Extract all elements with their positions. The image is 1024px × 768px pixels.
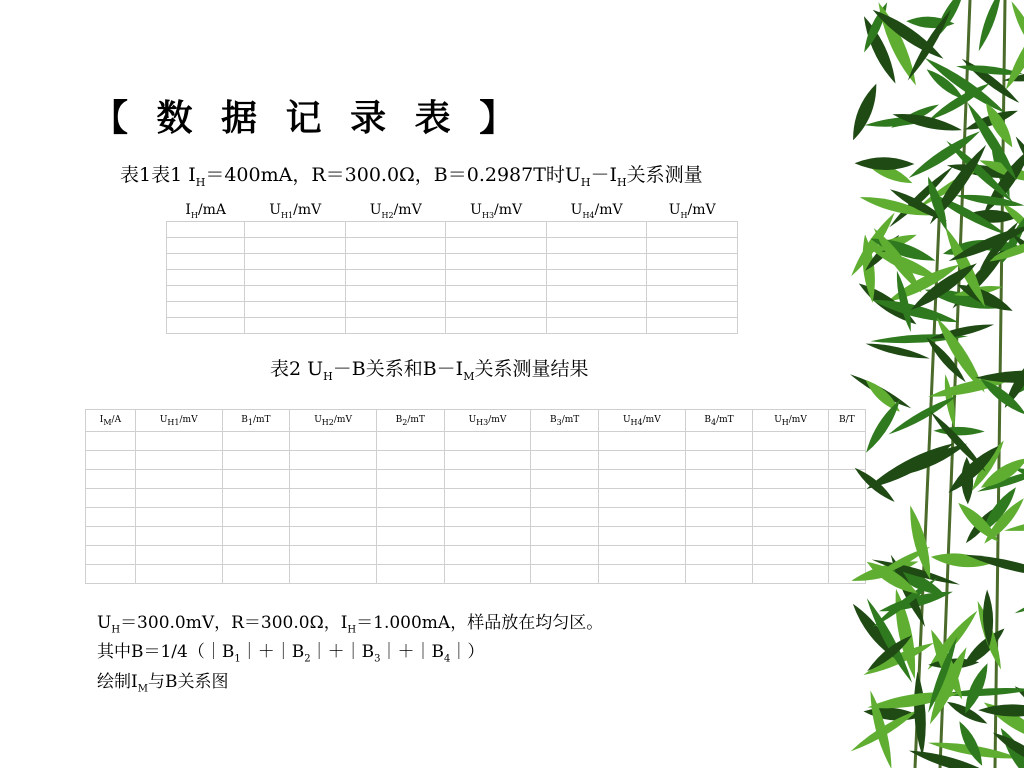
table-cell[interactable] [86, 470, 136, 489]
table-cell[interactable] [647, 254, 738, 270]
table-cell[interactable] [245, 270, 345, 286]
table-cell[interactable] [444, 489, 531, 508]
table1 [166, 200, 738, 334]
table-cell[interactable] [290, 432, 377, 451]
table-cell[interactable] [86, 527, 136, 546]
column-header: B/T [828, 410, 865, 432]
column-header: $U_{H2}/mV$ [290, 410, 377, 432]
table-cell[interactable] [446, 318, 546, 334]
table-cell[interactable] [531, 451, 599, 470]
table-cell[interactable] [531, 489, 599, 508]
table-cell[interactable] [753, 546, 828, 565]
table-cell[interactable] [376, 470, 444, 489]
table2-caption: 表2 $U_H-B$关系和$B-I_M$关系测量结果 [270, 358, 589, 383]
bamboo-leaf [975, 0, 1006, 53]
bamboo-leaf [1008, 0, 1024, 59]
table-row [167, 318, 738, 334]
table-cell[interactable] [345, 222, 445, 238]
table-cell[interactable] [446, 286, 546, 302]
bamboo-decoration [820, 0, 1024, 768]
column-header: $U_{H4}/mV$ [570, 201, 623, 220]
table-row [86, 527, 866, 546]
table-cell[interactable] [135, 470, 222, 489]
table-cell[interactable] [753, 565, 828, 584]
page-title: 【 数 据 记 录 表 】 [92, 98, 524, 139]
table-cell[interactable] [444, 432, 531, 451]
table-cell[interactable] [599, 451, 686, 470]
column-header: $B_2/mT$ [376, 410, 444, 432]
column-header: $U_H/mV$ [668, 201, 716, 220]
column-header: $U_{H3}/mV$ [444, 410, 531, 432]
table-cell[interactable] [685, 489, 753, 508]
table-cell[interactable] [135, 432, 222, 451]
table-cell[interactable] [599, 432, 686, 451]
table-cell[interactable] [135, 565, 222, 584]
note-line-1: $U_H=300.0mV$，R＝300.0Ω，$I_H=1.000mA$，样品放在均匀区。 [97, 613, 604, 636]
table-cell[interactable] [753, 508, 828, 527]
table-cell[interactable] [86, 451, 136, 470]
column-header: $I_H/mA$ [185, 201, 227, 220]
table-cell[interactable] [599, 527, 686, 546]
column-header: $U_{H1}/mV$ [135, 410, 222, 432]
column-header: $U_H/mV$ [753, 410, 828, 432]
table-cell[interactable] [444, 470, 531, 489]
bamboo-leaf [862, 397, 904, 456]
table-cell[interactable] [86, 565, 136, 584]
table-row [167, 302, 738, 318]
table-cell[interactable] [685, 508, 753, 527]
table-cell[interactable] [531, 470, 599, 489]
table-cell[interactable] [685, 546, 753, 565]
table-cell[interactable] [135, 527, 222, 546]
bamboo-leaf [847, 81, 882, 143]
table-row [86, 451, 866, 470]
bamboo-leaf [978, 704, 1024, 717]
column-header: $U_{H1}/mV$ [269, 201, 322, 220]
table-cell[interactable] [245, 238, 345, 254]
table-cell[interactable] [376, 565, 444, 584]
table-cell[interactable] [345, 254, 445, 270]
table-cell[interactable] [167, 222, 245, 238]
table-cell[interactable] [345, 238, 445, 254]
table-row [86, 489, 866, 508]
table-cell[interactable] [222, 432, 290, 451]
table1-caption: 表1表1 $I_H=400mA$，R＝300.0Ω，B＝0.2987T时$U_H-I_H$关系测量 [120, 164, 703, 189]
table-cell[interactable] [376, 508, 444, 527]
table-row [167, 222, 738, 238]
table-cell[interactable] [222, 489, 290, 508]
table-cell[interactable] [167, 254, 245, 270]
table-row [86, 470, 866, 489]
column-header: $I_M/A$ [86, 410, 136, 432]
bamboo-leaf [1013, 574, 1024, 617]
notes [97, 612, 603, 700]
table-cell[interactable] [135, 489, 222, 508]
column-header: $U_{H3}/mV$ [470, 201, 523, 220]
note-line-2: 其中$B=1/4(|B_1|+|B_2|+|B_3|+|B_4|)$ [97, 642, 485, 665]
table-cell[interactable] [546, 286, 646, 302]
table-cell[interactable] [531, 527, 599, 546]
table-cell[interactable] [685, 432, 753, 451]
table-cell[interactable] [753, 489, 828, 508]
table-cell[interactable] [376, 527, 444, 546]
table-cell[interactable] [290, 489, 377, 508]
table-cell[interactable] [647, 238, 738, 254]
table-cell[interactable] [245, 254, 345, 270]
table-cell[interactable] [599, 565, 686, 584]
table-row [167, 254, 738, 270]
table-row [86, 432, 866, 451]
column-header: $B_4/mT$ [685, 410, 753, 432]
table-cell[interactable] [444, 565, 531, 584]
table-cell[interactable] [86, 489, 136, 508]
table-cell[interactable] [345, 270, 445, 286]
table-cell[interactable] [531, 432, 599, 451]
table-cell[interactable] [444, 546, 531, 565]
table-cell[interactable] [222, 508, 290, 527]
table-cell[interactable] [222, 527, 290, 546]
table-cell[interactable] [222, 546, 290, 565]
bamboo-leaf [854, 157, 914, 171]
table-cell[interactable] [446, 302, 546, 318]
table-cell[interactable] [376, 546, 444, 565]
table-cell[interactable] [753, 432, 828, 451]
table-cell[interactable] [647, 270, 738, 286]
table-cell[interactable] [222, 565, 290, 584]
table-row [167, 238, 738, 254]
table-cell[interactable] [376, 489, 444, 508]
table-row [167, 286, 738, 302]
table-cell[interactable] [531, 565, 599, 584]
table-cell[interactable] [647, 286, 738, 302]
table-row [86, 565, 866, 584]
column-header: $U_{H4}/mV$ [599, 410, 686, 432]
table-cell[interactable] [753, 451, 828, 470]
note-line-3: 绘制$I_M$与B关系图 [97, 671, 229, 695]
table-cell[interactable] [599, 508, 686, 527]
table-row [167, 270, 738, 286]
table-cell[interactable] [290, 527, 377, 546]
table-cell[interactable] [86, 546, 136, 565]
table-cell[interactable] [753, 527, 828, 546]
table-cell[interactable] [135, 451, 222, 470]
table-cell[interactable] [546, 254, 646, 270]
table-cell[interactable] [546, 222, 646, 238]
table-cell[interactable] [599, 470, 686, 489]
table-cell[interactable] [290, 451, 377, 470]
table-cell[interactable] [685, 470, 753, 489]
table-cell[interactable] [444, 508, 531, 527]
table-cell[interactable] [222, 451, 290, 470]
table-cell[interactable] [444, 451, 531, 470]
table-cell[interactable] [222, 470, 290, 489]
table-cell[interactable] [446, 238, 546, 254]
table-row [86, 546, 866, 565]
column-header: $U_{H2}/mV$ [369, 201, 422, 220]
table-cell[interactable] [685, 451, 753, 470]
table2 [85, 409, 866, 584]
table-cell[interactable] [86, 508, 136, 527]
table-cell[interactable] [376, 432, 444, 451]
table-cell[interactable] [546, 270, 646, 286]
table-cell[interactable] [444, 527, 531, 546]
table-cell[interactable] [167, 238, 245, 254]
table-cell[interactable] [446, 222, 546, 238]
table-cell[interactable] [290, 546, 377, 565]
table-cell[interactable] [599, 546, 686, 565]
table-cell[interactable] [376, 451, 444, 470]
table-cell[interactable] [135, 508, 222, 527]
column-header: $B_1/mT$ [222, 410, 290, 432]
table-cell[interactable] [599, 489, 686, 508]
table-cell[interactable] [290, 508, 377, 527]
bamboo-leaf [933, 426, 984, 435]
table-cell[interactable] [446, 254, 546, 270]
table-cell[interactable] [345, 286, 445, 302]
table-cell[interactable] [167, 286, 245, 302]
table-cell[interactable] [167, 302, 245, 318]
bamboo-leaf [865, 340, 931, 362]
table-cell[interactable] [290, 470, 377, 489]
table-cell[interactable] [167, 318, 245, 334]
table-cell[interactable] [546, 302, 646, 318]
table-cell[interactable] [647, 302, 738, 318]
table-cell[interactable] [753, 470, 828, 489]
table-cell[interactable] [245, 286, 345, 302]
table-cell[interactable] [446, 270, 546, 286]
column-header: $B_3/mT$ [531, 410, 599, 432]
table-cell[interactable] [647, 318, 738, 334]
table-cell[interactable] [245, 318, 345, 334]
table-cell[interactable] [685, 565, 753, 584]
table-cell[interactable] [345, 318, 445, 334]
table-cell[interactable] [531, 508, 599, 527]
table-cell[interactable] [167, 270, 245, 286]
table-cell[interactable] [86, 432, 136, 451]
table-cell[interactable] [647, 222, 738, 238]
table-cell[interactable] [245, 302, 345, 318]
table-cell[interactable] [685, 527, 753, 546]
table-row [86, 508, 866, 527]
table-cell[interactable] [546, 238, 646, 254]
table-cell[interactable] [531, 546, 599, 565]
bamboo-leaf [862, 376, 903, 415]
table-cell[interactable] [345, 302, 445, 318]
table-cell[interactable] [245, 222, 345, 238]
table-cell[interactable] [290, 565, 377, 584]
table-cell[interactable] [135, 546, 222, 565]
table-cell[interactable] [546, 318, 646, 334]
